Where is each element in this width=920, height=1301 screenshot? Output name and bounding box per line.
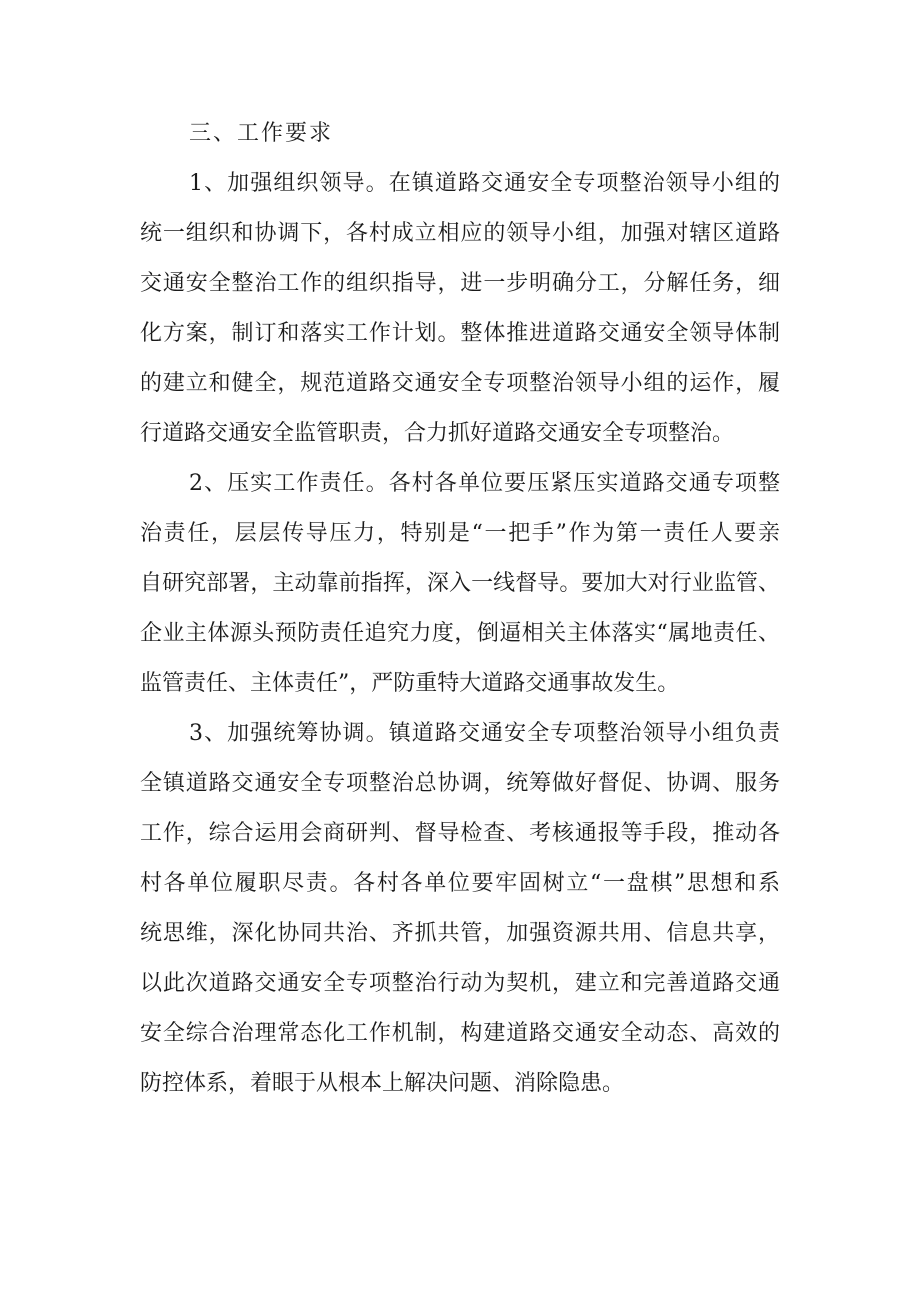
paragraph-3-line-3: 工作，综合运用会商研判、督导检查、考核通报等手段，推动各 — [140, 821, 780, 846]
paragraph-1-line-3: 交通安全整治工作的组织指导，进一步明确分工，分解任务，细 — [140, 271, 780, 296]
paragraph-1-line-1: 1、加强组织领导。在镇道路交通安全专项整治领导小组的 — [189, 171, 780, 196]
paragraph-2-line-3: 自研究部署，主动靠前指挥，深入一线督导。要加大对行业监管、 — [140, 571, 780, 596]
paragraph-3-line-4: 村各单位履职尽责。各村各单位要牢固树立“一盘棋”思想和系 — [140, 871, 780, 896]
paragraph-1-line-5: 的建立和健全，规范道路交通安全专项整治领导小组的运作，履 — [140, 371, 780, 396]
paragraph-2-line-2: 治责任，层层传导压力，特别是“一把手”作为第一责任人要亲 — [140, 521, 780, 546]
paragraph-3-line-6: 以此次道路交通安全专项整治行动为契机，建立和完善道路交通 — [140, 971, 780, 996]
paragraph-1-line-4: 化方案，制订和落实工作计划。整体推进道路交通安全领导体制 — [140, 321, 780, 346]
paragraph-2-line-4: 企业主体源头预防责任追究力度，倒逼相关主体落实“属地责任、 — [140, 621, 780, 646]
paragraph-3-line-1: 3、加强统筹协调。镇道路交通安全专项整治领导小组负责 — [189, 721, 780, 746]
paragraph-2-line-5: 监管责任、主体责任”，严防重特大道路交通事故发生。 — [140, 671, 680, 696]
section-heading: 三、工作要求 — [189, 121, 334, 146]
paragraph-3-line-5: 统思维，深化协同共治、齐抓共管，加强资源共用、信息共享， — [140, 921, 780, 946]
paragraph-3-line-2: 全镇道路交通安全专项整治总协调，统筹做好督促、协调、服务 — [140, 771, 780, 796]
paragraph-3-line-8: 防控体系，着眼于从根本上解决问题、消除隐患。 — [140, 1071, 625, 1096]
paragraph-1-line-6: 行道路交通安全监管职责，合力抓好道路交通安全专项整治。 — [140, 421, 735, 446]
paragraph-3-line-7: 安全综合治理常态化工作机制，构建道路交通安全动态、高效的 — [140, 1021, 780, 1046]
paragraph-1-line-2: 统一组织和协调下，各村成立相应的领导小组，加强对辖区道路 — [140, 221, 780, 246]
paragraph-2-line-1: 2、压实工作责任。各村各单位要压紧压实道路交通专项整 — [189, 471, 780, 496]
